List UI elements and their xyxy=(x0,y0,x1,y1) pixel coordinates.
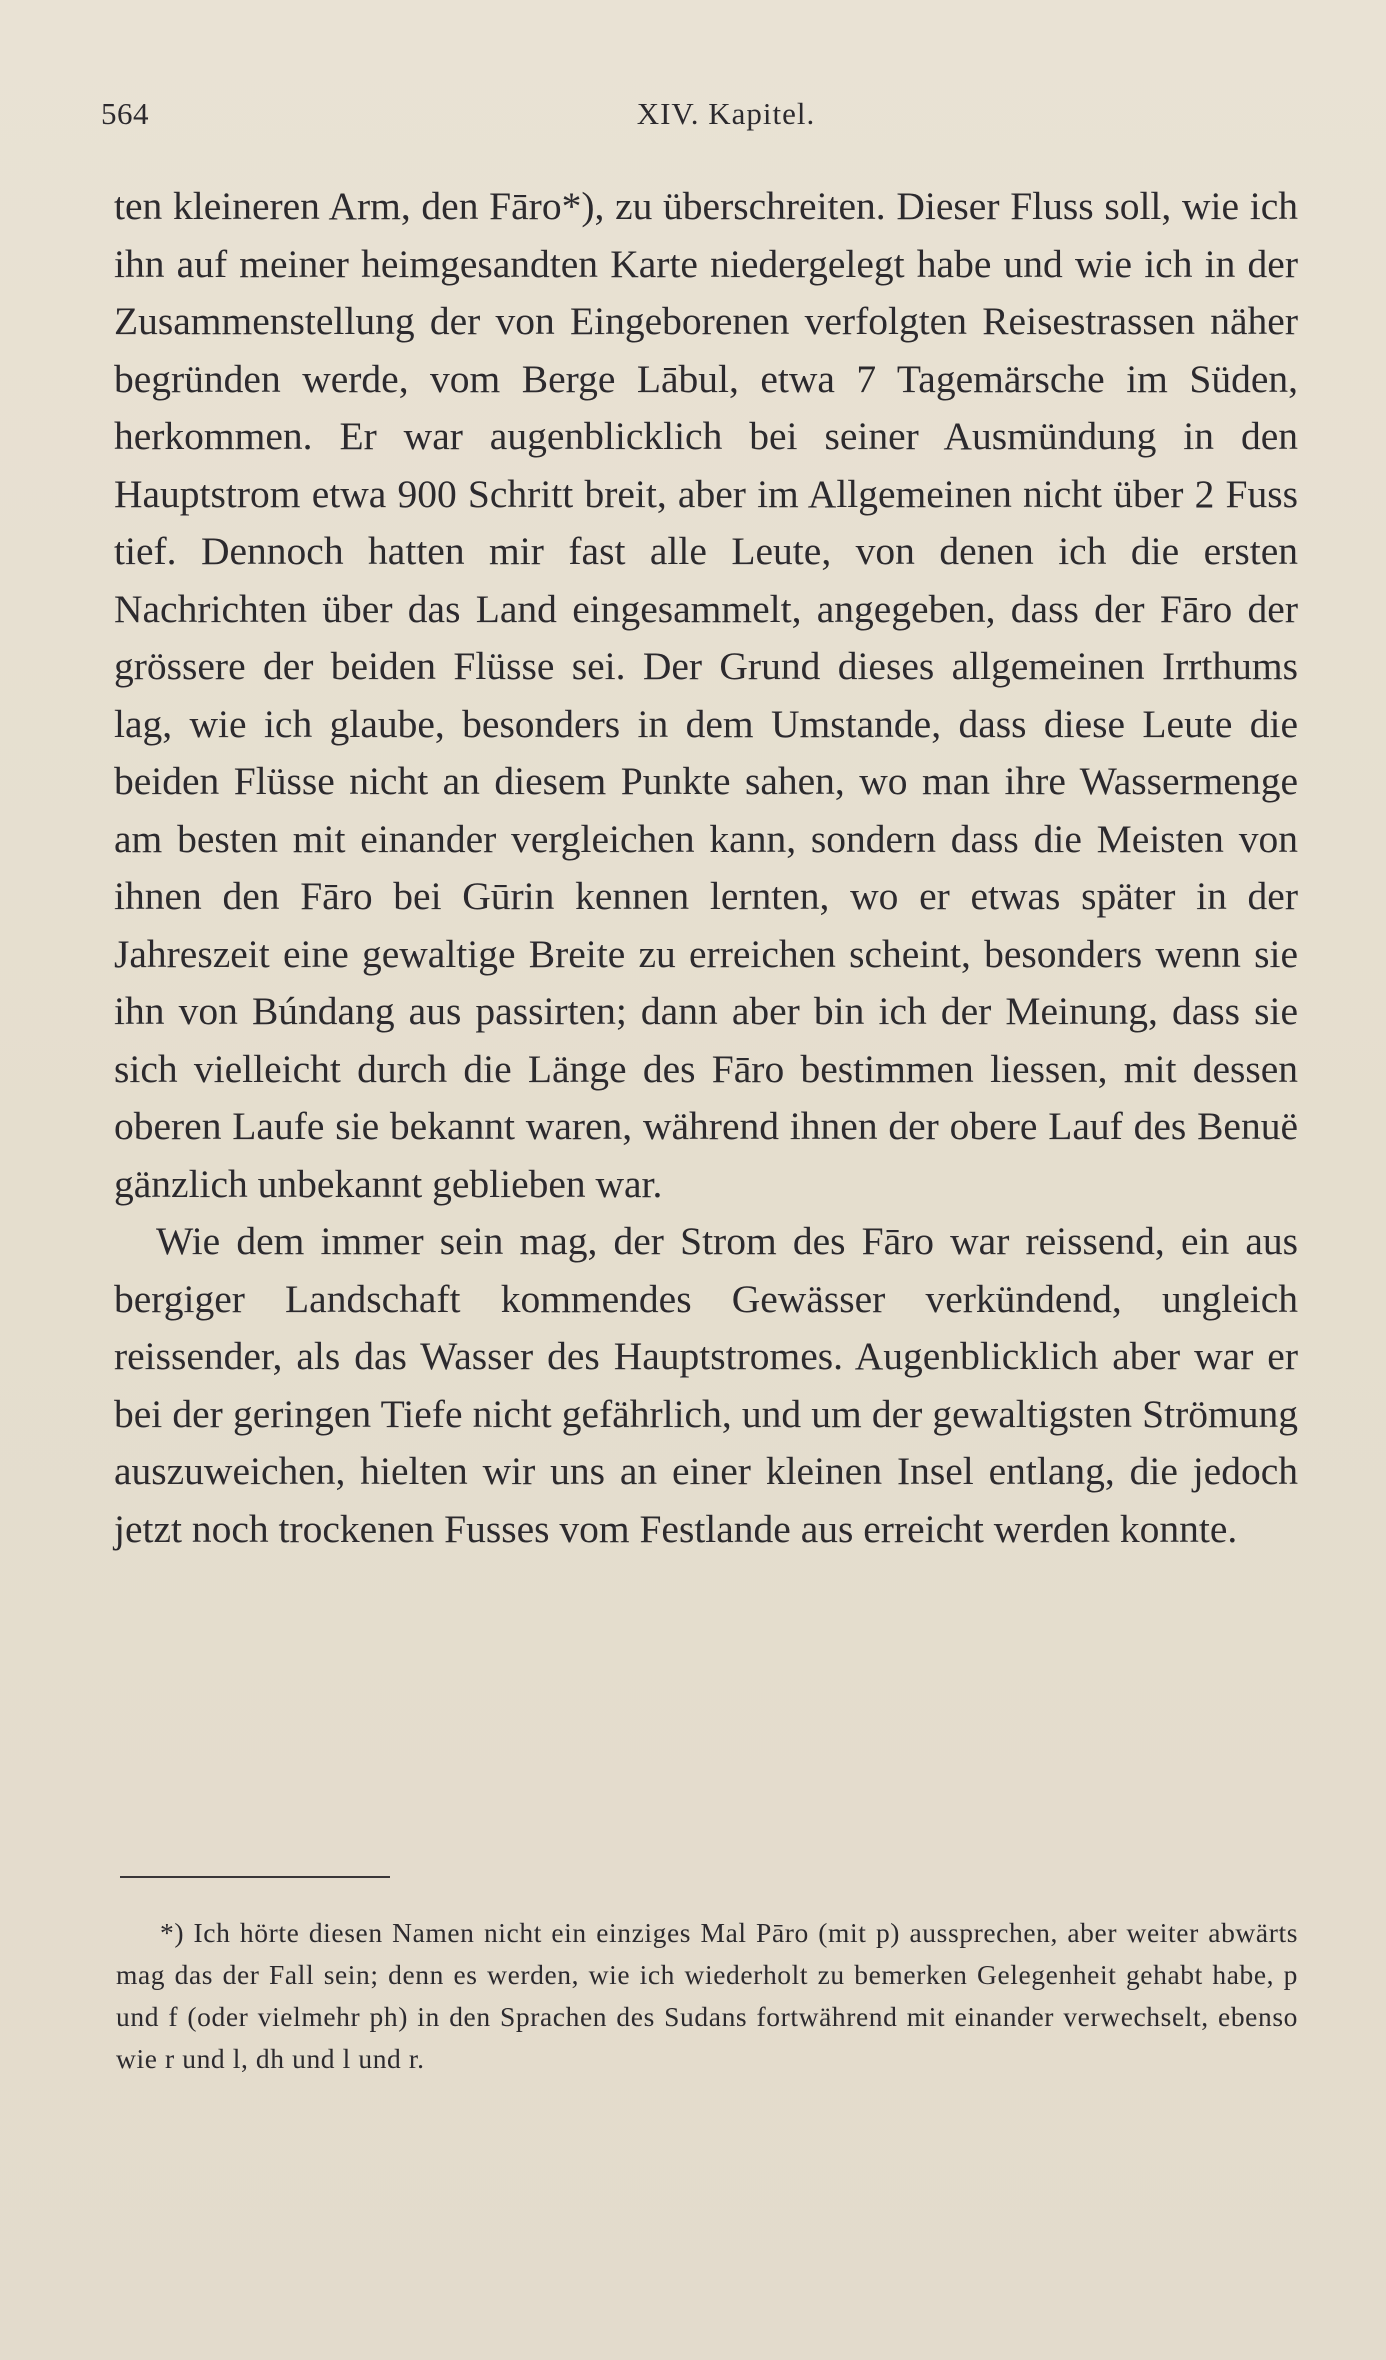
footnote: *) Ich hörte diesen Namen nicht ein einziges Mal Pāro (mit p) aussprechen, aber weiter abwärts mag das der Fall sein; denn es werden, wie ich wiederholt zu bemerken Gelegenheit gehabt habe, p und f (oder vielmehr ph) in den Sprachen des Sudans fortwährend mit einander verwechselt, ebenso wie r und l, dh und l und r. xyxy=(116,1917,1298,2074)
paragraph: ten kleineren Arm, den Fāro*), zu überschreiten. Dieser Fluss soll, wie ich ihn auf meiner heimgesandten Karte niedergelegt habe und wie ich in der Zusammenstellung der von Eingeborenen verfolgten Reisestrassen näher begründen werde, vom Berge Lābul, etwa 7 Tagemärsche im Süden, herkommen. Er war augenblicklich bei seiner Ausmündung in den Hauptstrom etwa 900 Schritt breit, aber im Allgemeinen nicht über 2 Fuss tief. Dennoch hatten mir fast alle Leute, von denen ich die ersten Nachrichten über das Land eingesammelt, angegeben, dass der Fāro der grössere der beiden Flüsse sei. Der Grund dieses allgemeinen Irrthums lag, wie ich glaube, besonders in dem Umstande, dass diese Leute die beiden Flüsse nicht an diesem Punkte sahen, wo man ihre Wassermenge am besten mit einander vergleichen kann, sondern dass die Meisten von ihnen den Fāro bei Gūrin kennen lernten, wo er etwas später in der Jahreszeit eine gewaltige Breite zu erreichen scheint, besonders wenn sie ihn von Búndang aus passirten; dann aber bin ich der Meinung, dass sie sich vielleicht durch die Länge des Fāro bestimmen liessen, mit dessen oberen Laufe sie bekannt waren, während ihnen der obere Lauf des Benuë gänzlich unbekannt geblieben war. xyxy=(114,184,1298,1206)
footnote-divider xyxy=(120,1876,390,1878)
page-number: 564 xyxy=(101,96,149,131)
page-header xyxy=(101,96,1291,146)
paragraph: Wie dem immer sein mag, der Strom des Fāro war reissend, ein aus bergiger Landschaft kommendes Gewässer verkündend, ungleich reissender, als das Wasser des Hauptstromes. Augenblicklich aber war er bei der geringen Tiefe nicht gefährlich, und um der gewaltigsten Strömung auszuweichen, hielten wir uns an einer kleinen Insel entlang, die jedoch jetzt noch trockenen Fusses vom Festlande aus erreicht werden konnte. xyxy=(114,1219,1298,1551)
running-title: XIV. Kapitel. xyxy=(636,96,816,131)
main-text xyxy=(114,178,1298,1558)
